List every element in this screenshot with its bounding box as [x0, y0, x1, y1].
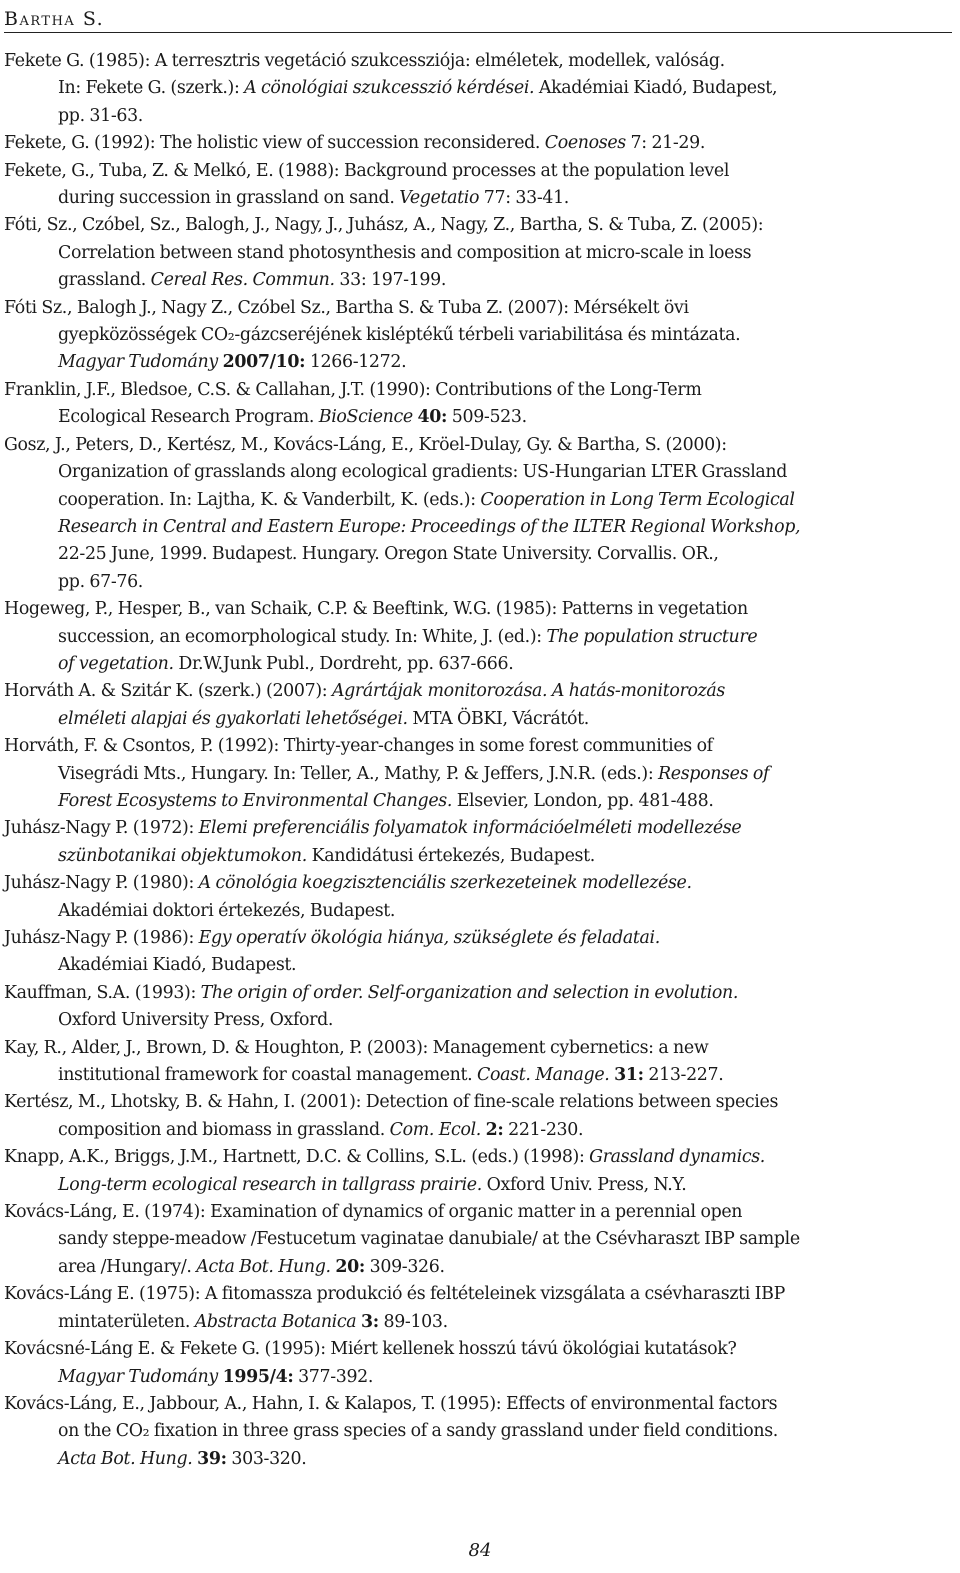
- reference-entry: [4, 1035, 954, 1090]
- reference-line: [58, 487, 954, 514]
- reference-line: [58, 541, 954, 568]
- header-author: Bartha S.: [4, 8, 105, 30]
- reference-text: A cönológiai szukcesszió kérdései.: [244, 78, 535, 99]
- reference-text: Knapp, A.K., Briggs, J.M., Hartnett, D.C. & Collins, S.L. (eds.) (1998):: [4, 1147, 590, 1168]
- reference-text: Correlation between stand photosynthesis and composition at micro-scale in loess: [58, 242, 752, 263]
- reference-line: [4, 596, 954, 623]
- reference-entry: [4, 1336, 954, 1391]
- reference-text: Akadémiai doktori értekezés, Budapest.: [58, 900, 396, 921]
- reference-text: 20:: [335, 1256, 365, 1277]
- reference-text: BioScience: [318, 407, 413, 428]
- reference-line: [58, 706, 954, 733]
- reference-line: [4, 1089, 954, 1116]
- reference-text: Dr.W.Junk Publ., Dordreht, pp. 637-666.: [173, 653, 514, 674]
- reference-text: Abstracta Botanica: [194, 1311, 357, 1332]
- reference-line: [58, 267, 954, 294]
- reference-line: [4, 1144, 954, 1171]
- reference-text: Oxford Univ. Press, N.Y.: [481, 1174, 687, 1195]
- reference-text: Juhász-Nagy P. (1972):: [4, 818, 199, 839]
- reference-text: Kauffman, S.A. (1993):: [4, 982, 201, 1003]
- reference-line: [58, 569, 954, 596]
- reference-text: Gosz, J., Peters, D., Kertész, M., Kovács-Láng, E., Kröel-Dulay, Gy. & Bartha, S. (2000):: [4, 434, 727, 455]
- running-header: [4, 2, 952, 33]
- reference-line: [4, 1391, 954, 1418]
- reference-line: [58, 1007, 954, 1034]
- reference-text: Long-term ecological research in tallgrass prairie.: [58, 1174, 482, 1195]
- reference-entry: [4, 158, 954, 213]
- reference-line: [4, 377, 954, 404]
- reference-text: 7: 21-29.: [625, 133, 706, 154]
- reference-line: [58, 1117, 954, 1144]
- reference-entry: [4, 212, 954, 294]
- reference-line: [58, 843, 954, 870]
- reference-entry: [4, 596, 954, 678]
- reference-line: [4, 432, 954, 459]
- reference-text: 309-326.: [364, 1256, 445, 1277]
- reference-line: [4, 925, 954, 952]
- reference-text: szünbotanikai objektumokon.: [58, 845, 307, 866]
- reference-text: pp. 31-63.: [58, 105, 143, 126]
- reference-entry: [4, 980, 954, 1035]
- reference-text: area /Hungary/.: [58, 1256, 197, 1277]
- reference-text: Akadémiai Kiadó, Budapest,: [534, 78, 778, 99]
- reference-line: [4, 870, 954, 897]
- reference-line: [58, 240, 954, 267]
- reference-text: Kovács-Láng, E. (1974): Examination of dynamics of organic matter in a perennial open: [4, 1202, 743, 1223]
- reference-text: 509-523.: [447, 407, 527, 428]
- reference-text: Fekete, G. (1992): The holistic view of succession reconsidered.: [4, 133, 545, 154]
- reference-line: [58, 1226, 954, 1253]
- reference-text: 2007/10:: [222, 352, 306, 373]
- reference-text: pp. 67-76.: [58, 571, 143, 592]
- reference-text: 77: 33-41.: [479, 188, 569, 209]
- reference-line: [4, 1035, 954, 1062]
- reference-text: 221-230.: [503, 1119, 584, 1140]
- reference-text: Oxford University Press, Oxford.: [58, 1010, 334, 1031]
- reference-text: composition and biomass in grassland.: [58, 1119, 390, 1140]
- reference-text: 1995/4:: [222, 1366, 294, 1387]
- reference-text: Ecological Research Program.: [58, 407, 319, 428]
- reference-text: Visegrádi Mts., Hungary. In: Teller, A., Mathy, P. & Jeffers, J.N.R. (eds.):: [58, 763, 659, 784]
- reference-entry: [4, 678, 954, 733]
- reference-text: 31:: [614, 1065, 644, 1086]
- reference-line: [58, 1254, 954, 1281]
- reference-text: Fóti Sz., Balogh J., Nagy Z., Czóbel Sz., Bartha S. & Tuba Z. (2007): Mérsékelt övi: [4, 297, 689, 318]
- reference-line: [4, 130, 954, 157]
- reference-text: elméleti alapjai és gyakorlati lehetőségei.: [58, 708, 408, 729]
- page-number: 84: [468, 1540, 492, 1561]
- reference-entry: [4, 1199, 954, 1281]
- reference-entry: [4, 815, 954, 870]
- reference-line: [58, 322, 954, 349]
- reference-line: [4, 295, 954, 322]
- reference-text: Kovács-Láng, E., Jabbour, A., Hahn, I. & Kalapos, T. (1995): Effects of environmental factors: [4, 1393, 778, 1414]
- reference-text: Juhász-Nagy P. (1980):: [4, 873, 199, 894]
- reference-entry: [4, 48, 954, 130]
- reference-text: 1266-1272.: [305, 352, 407, 373]
- reference-line: [58, 1364, 954, 1391]
- reference-entry: [4, 1144, 954, 1199]
- reference-text: succession, an ecomorphological study. In: White, J. (ed.):: [58, 626, 547, 647]
- reference-line: [4, 678, 954, 705]
- reference-text: of vegetation.: [58, 653, 174, 674]
- reference-text: Elemi preferenciális folyamatok információelméleti modellezése: [198, 818, 742, 839]
- reference-text: Horváth, F. & Csontos, P. (1992): Thirty-year-changes in some forest communities of: [4, 736, 713, 757]
- reference-text: Magyar Tudomány: [58, 1366, 218, 1387]
- reference-text: Egy operatív ökológia hiánya, szükséglete és feladatai.: [198, 928, 660, 948]
- reference-text: MTA ÖBKI, Vácrátót.: [407, 708, 589, 729]
- reference-line: [4, 158, 954, 185]
- reference-line: [58, 898, 954, 925]
- reference-text: Com. Ecol.: [389, 1119, 481, 1140]
- reference-entry: [4, 733, 954, 815]
- reference-line: [58, 1309, 954, 1336]
- reference-text: 3:: [360, 1311, 379, 1332]
- reference-line: [58, 624, 954, 651]
- reference-text: Acta Bot. Hung.: [58, 1448, 193, 1469]
- reference-text: Research in Central and Eastern Europe: Proceedings of the ILTER Regional Workshop,: [58, 516, 801, 537]
- reference-line: [58, 788, 954, 815]
- reference-text: Coenoses: [544, 133, 626, 154]
- reference-text: institutional framework for coastal management.: [58, 1065, 478, 1086]
- reference-text: Coast. Manage.: [477, 1065, 610, 1086]
- reference-text: The population structure: [546, 626, 758, 647]
- reference-text: Fekete, G., Tuba, Z. & Melkó, E. (1988): Background processes at the population level: [4, 160, 730, 181]
- reference-text: In: Fekete G. (szerk.):: [58, 78, 245, 99]
- reference-text: 33: 197-199.: [334, 270, 447, 291]
- reference-line: [4, 1199, 954, 1226]
- reference-text: sandy steppe-meadow /Festucetum vaginatae danubiale/ at the Csévharaszt IBP sample: [58, 1229, 800, 1250]
- reference-line: [58, 404, 954, 431]
- reference-line: [58, 514, 954, 541]
- reference-text: gyepközösségek CO₂-gázcseréjének kisléptékű térbeli variabilitása és mintázata.: [58, 325, 741, 346]
- reference-text: Grassland dynamics.: [589, 1147, 765, 1168]
- reference-text: Magyar Tudomány: [58, 352, 218, 373]
- reference-text: cooperation. In: Lajtha, K. & Vanderbilt, K. (eds.):: [58, 489, 481, 510]
- reference-text: grassland.: [58, 270, 151, 291]
- reference-text: Vegetatio: [399, 188, 480, 209]
- reference-text: 22-25 June, 1999. Budapest. Hungary. Oregon State University. Corvallis. OR.,: [58, 544, 719, 565]
- reference-line: [58, 761, 954, 788]
- reference-line: [58, 1446, 954, 1473]
- reference-line: [4, 815, 954, 842]
- reference-entry: [4, 432, 954, 596]
- reference-text: Elsevier, London, pp. 481-488.: [452, 790, 714, 811]
- reference-line: [4, 980, 954, 1007]
- reference-entry: [4, 1281, 954, 1336]
- reference-text: Hogeweg, P., Hesper, B., van Schaik, C.P. & Beeftink, W.G. (1985): Patterns in vegetation: [4, 599, 748, 620]
- reference-text: Forest Ecosystems to Environmental Changes.: [58, 790, 453, 811]
- reference-text: Kertész, M., Lhotsky, B. & Hahn, I. (2001): Detection of fine-scale relations between species: [4, 1092, 779, 1113]
- reference-text: Kovácsné-Láng E. & Fekete G. (1995): Miért kellenek hosszú távú ökológiai kutatások?: [4, 1339, 737, 1360]
- reference-text: Kay, R., Alder, J., Brown, D. & Houghton, P. (2003): Management cybernetics: a new: [4, 1037, 709, 1058]
- reference-line: [58, 459, 954, 486]
- reference-line: [58, 185, 954, 212]
- reference-text: during succession in grassland on sand.: [58, 188, 400, 209]
- reference-text: The origin of order. Self-organization and selection in evolution.: [200, 982, 739, 1003]
- reference-text: Organization of grasslands along ecological gradients: US-Hungarian LTER Grassland: [58, 462, 788, 483]
- reference-list: [4, 48, 954, 1473]
- reference-line: [58, 1062, 954, 1089]
- reference-text: on the CO₂ fixation in three grass species of a sandy grassland under field conditions.: [58, 1421, 778, 1442]
- reference-entry: [4, 925, 954, 980]
- reference-text: Fekete G. (1985): A terresztris vegetáció szukcessziója: elméletek, modellek, valóság.: [4, 51, 725, 71]
- reference-line: [58, 75, 954, 102]
- reference-entry: [4, 377, 954, 432]
- reference-line: [58, 651, 954, 678]
- reference-text: 2:: [485, 1119, 504, 1140]
- reference-text: Cereal Res. Commun.: [150, 270, 335, 291]
- reference-line: [58, 1418, 954, 1445]
- reference-line: [58, 349, 954, 376]
- reference-text: 213-227.: [643, 1065, 724, 1086]
- reference-text: Acta Bot. Hung.: [196, 1256, 331, 1277]
- reference-text: 40:: [417, 407, 448, 428]
- reference-text: Agrártájak monitorozása. A hatás-monitorozás: [331, 681, 725, 702]
- reference-text: 303-320.: [226, 1448, 307, 1469]
- reference-text: Responses of: [658, 763, 770, 784]
- reference-line: [4, 733, 954, 760]
- reference-line: [4, 48, 954, 75]
- reference-line: [58, 103, 954, 130]
- reference-entry: [4, 870, 954, 925]
- reference-entry: [4, 295, 954, 377]
- reference-line: [4, 1281, 954, 1308]
- reference-text: A cönológia koegzisztenciális szerkezeteinek modellezése.: [198, 873, 692, 894]
- reference-text: Kovács-Láng E. (1975): A fitomassza produkció és feltételeinek vizsgálata a csévharaszti IBP: [4, 1284, 785, 1305]
- reference-line: [4, 1336, 954, 1363]
- reference-text: 39:: [197, 1448, 227, 1469]
- reference-entry: [4, 1391, 954, 1473]
- reference-text: Juhász-Nagy P. (1986):: [4, 928, 199, 948]
- reference-entry: [4, 1089, 954, 1144]
- reference-text: Fóti, Sz., Czóbel, Sz., Balogh, J., Nagy, J., Juhász, A., Nagy, Z., Bartha, S. & Tuba, Z. (2005):: [4, 215, 764, 236]
- reference-entry: [4, 130, 954, 157]
- reference-text: 377-392.: [293, 1366, 374, 1387]
- reference-line: [4, 212, 954, 239]
- reference-text: Franklin, J.F., Bledsoe, C.S. & Callahan, J.T. (1990): Contributions of the Long-Term: [4, 379, 702, 400]
- reference-text: Cooperation in Long Term Ecological: [480, 489, 795, 510]
- reference-text: 89-103.: [378, 1311, 448, 1332]
- reference-line: [58, 1172, 954, 1199]
- reference-text: Akadémiai Kiadó, Budapest.: [58, 955, 297, 976]
- reference-text: mintaterületen.: [58, 1311, 195, 1332]
- reference-text: Kandidátusi értekezés, Budapest.: [306, 845, 595, 866]
- reference-line: [58, 952, 954, 979]
- reference-text: Horváth A. & Szitár K. (szerk.) (2007):: [4, 681, 332, 702]
